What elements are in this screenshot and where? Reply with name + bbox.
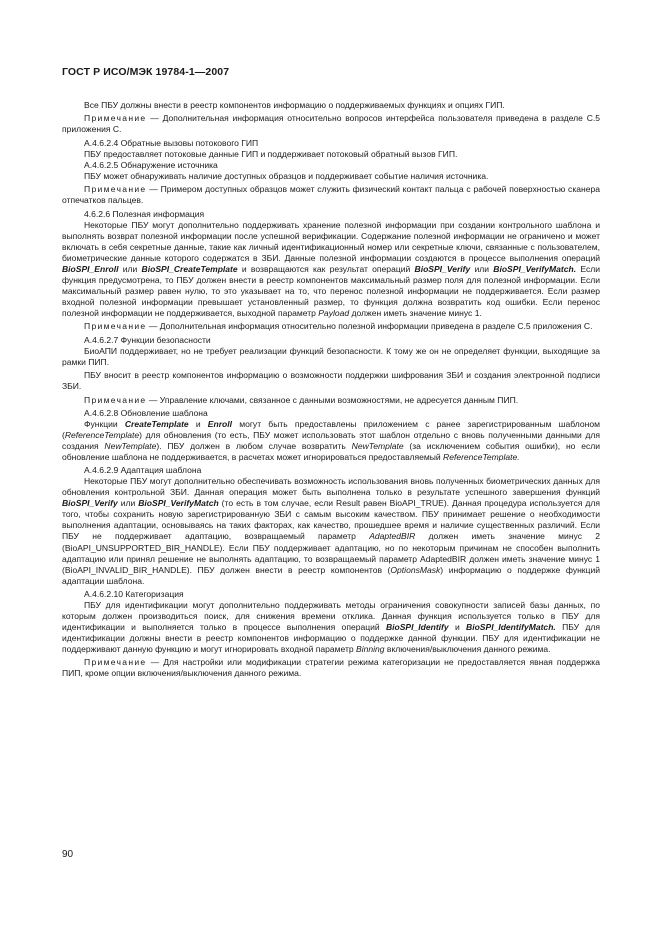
text-run: или [118, 263, 142, 274]
paragraph [62, 476, 600, 586]
text-run: Некоторые ПБУ могут дополнительно поддерживать хранение полезной информации при создании контрольного шаблона и выполнять возврат полезной информации после успешной верификации. Содержание полезной информации не ограничено и может включать в себя секретные данные, такие как личный идентификационный номер или секретные ключи, связанные с пользователем, биометрические данные которого содержатся в ЗБИ. Данные полезной информации создаются в процессе выполнения операций [62, 219, 600, 263]
page-number: 90 [62, 849, 74, 860]
text-run: и возвращаются как результат операций [237, 263, 415, 274]
note-text: — Управление ключами, связанное с данными возможностями, не адресуется данным ПИП. [146, 394, 519, 405]
parameter-name: NewTemplate [104, 440, 157, 451]
function-name: CreateTemplate [124, 418, 189, 429]
paragraph [62, 600, 600, 655]
note-paragraph [62, 321, 600, 332]
function-name: BioSPI_CreateTemplate [141, 263, 238, 274]
parameter-name: ReferenceTemplate. [443, 451, 520, 462]
function-name: BioSPI_VerifyMatch [138, 498, 219, 509]
parameter-name: NewTemplate [351, 440, 404, 451]
section-heading: А.4.6.2.8 Обновление шаблона [84, 407, 208, 418]
text-run: включения/выключения данного режима. [384, 644, 551, 655]
function-name: Enroll [207, 418, 233, 429]
note-label: Примечание [84, 184, 147, 195]
text-run: (то есть в том случае, если Result равен BioAPI_TRUE). Данная процедура используется для того, чтобы сохранить новую зарегистрированную ЗБИ с самым высоким качеством. ПБУ принимает решение о необходимости выполнения адаптации, основываясь на таких факторах, как качество, прошедшее время и наличие существенных различий. Если ПБУ не поддерживает адаптацию, возвращаемый параметр [62, 498, 600, 542]
function-name: BioSPI_VerifyMatch. [493, 263, 577, 274]
function-name: BioSPI_Identify [385, 622, 449, 632]
text-run: ) информацию о поддержке функций адаптации шаблона. [62, 564, 600, 586]
text-run: ) для обновления (то есть, ПБУ может использовать этот шаблон отдельно с вновь полученными данными для создания [62, 429, 600, 451]
text-run: Некоторые ПБУ могут дополнительно обеспечивать возможность использования вновь полученных биометрических данных для обновления контрольной ЗБИ. Данная операция может быть выполнена только в результате успешного завершения функций [62, 476, 600, 498]
text-run: Функции [84, 418, 125, 429]
note-label: Примечание [84, 113, 147, 124]
function-name: BioSPI_Enroll [62, 263, 119, 274]
text-run: и [448, 622, 467, 632]
parameter-name: OptionsMask [390, 564, 441, 575]
text-run: ПБУ для идентификации могут дополнительно поддерживать методы ограничения совокупности записей базы данных, по которым должен производиться поиск, для снижения времени отклика. Данная функция используется только в ПБУ для идентификации и выполняется только в процессе выполнения операций [62, 599, 600, 632]
paragraph: ПБУ может обнаруживать наличие доступных образцов и поддерживает событие наличия источника. [84, 170, 489, 181]
note-text: — Дополнительная информация относительно вопросов интерфейса пользователя приведена в разделе С.5 приложения С. [62, 113, 600, 135]
function-name: BioSPI_IdentifyMatch. [466, 622, 556, 632]
note-paragraph [62, 657, 600, 679]
note-text: — Дополнительная информация относительно полезной информации приведена в разделе С.5 приложения С. [146, 321, 593, 332]
text-run: ПБУ для идентификации должны внести в реестр компонентов информацию о поддержке данной функции. ПБУ для идентификации не поддерживают данную функцию и могут игнорировать входной параметр [62, 622, 600, 655]
text-run: или [117, 498, 139, 509]
section-heading: А.4.6.2.10 Категоризация [84, 588, 184, 599]
text-run: ). ПБУ должен в любом случае возвратить [156, 440, 352, 451]
section-heading: А.4.6.2.4 Обратные вызовы потокового ГИП [84, 137, 259, 148]
parameter-name: AdaptedBIR [369, 531, 416, 542]
paragraph: ПБУ вносит в реестр компонентов информацию о возможности поддержки шифрования ЗБИ и создания электронной подписи ЗБИ. [62, 370, 600, 392]
paragraph: ПБУ предоставляет потоковые данные ГИП и поддерживает потоковый обратный вызов ГИП. [84, 148, 458, 159]
note-label: Примечание [84, 657, 147, 668]
text-run: (за исключением события ошибки), но если обновление шаблона не поддерживается, в расчетах может игнорироваться предоставляемый [62, 440, 600, 462]
text-run: могут быть предоставлены приложением с ранее зарегистрированным шаблоном ( [62, 418, 600, 440]
section-heading: А.4.6.2.7 Функции безопасности [84, 334, 211, 345]
note-paragraph [62, 184, 600, 206]
paragraph [62, 220, 600, 319]
text-run: Если функция предусмотрена, то ПБУ должен внести в реестр компонентов максимальный размер поля для полезной информации. Если максимальный размер равен нулю, то это указывает на то, что перенос полезной информации не поддерживается. Если размер входной полезной информации превышает установленный размер, то функция должна возвратить код ошибки. Если перенос полезной информации не поддерживается, выходной параметр [62, 263, 600, 318]
paragraph: БиоАПИ поддерживает, но не требует реализации функций безопасности. К тому же он не определяет функции, выходящие за рамки ПИП. [62, 345, 600, 367]
section-heading: А.4.6.2.9 Адаптация шаблона [84, 465, 202, 476]
parameter-name: Binning [356, 644, 385, 655]
note-label: Примечание [84, 321, 147, 332]
note-text: — Для настройки или модификации стратегии режима категоризации не предоставляется явная поддержка ПИП, кроме опции включения/выключения данного режима. [62, 657, 600, 679]
function-name: BioSPI_Verify [62, 498, 118, 509]
parameter-name: ReferenceTemplate [64, 429, 140, 440]
text-run: и [188, 418, 208, 429]
text-run: должен иметь значение минус 1. [349, 307, 482, 318]
text-run: или [470, 263, 494, 274]
note-label: Примечание [84, 394, 147, 405]
parameter-name: Payload [318, 307, 350, 318]
function-name: BioSPI_Verify [414, 263, 471, 274]
section-heading: 4.6.2.6 Полезная информация [84, 208, 205, 219]
document-body [62, 100, 600, 682]
paragraph: Все ПБУ должны внести в реестр компонентов информацию о поддерживаемых функциях и опциях ГИП. [84, 100, 505, 110]
note-paragraph [62, 113, 600, 135]
document-header: ГОСТ Р ИСО/МЭК 19784-1—2007 [62, 66, 230, 78]
section-heading: А.4.6.2.5 Обнаружение источника [84, 159, 218, 170]
note-text: — Примером доступных образцов может служить физический контакт пальца с рабочей поверхностью сканера отпечатков пальцев. [62, 184, 600, 206]
paragraph [62, 419, 600, 463]
note-paragraph [62, 395, 600, 406]
text-run: должен иметь значение минус 2 (BioAPI_UNSUPPORTED_BIR_HANDLE). Если ПБУ поддерживает адаптацию, но по некоторым причинам не способен выполнить адаптацию или принял решение не выполнять адаптацию, то возвращаемый параметр AdaptedBIR должен иметь значение минус 1 (BioAPI_INVALID_BIR_HANDLE). ПБУ должен внести в реестр компонентов ( [62, 531, 601, 575]
